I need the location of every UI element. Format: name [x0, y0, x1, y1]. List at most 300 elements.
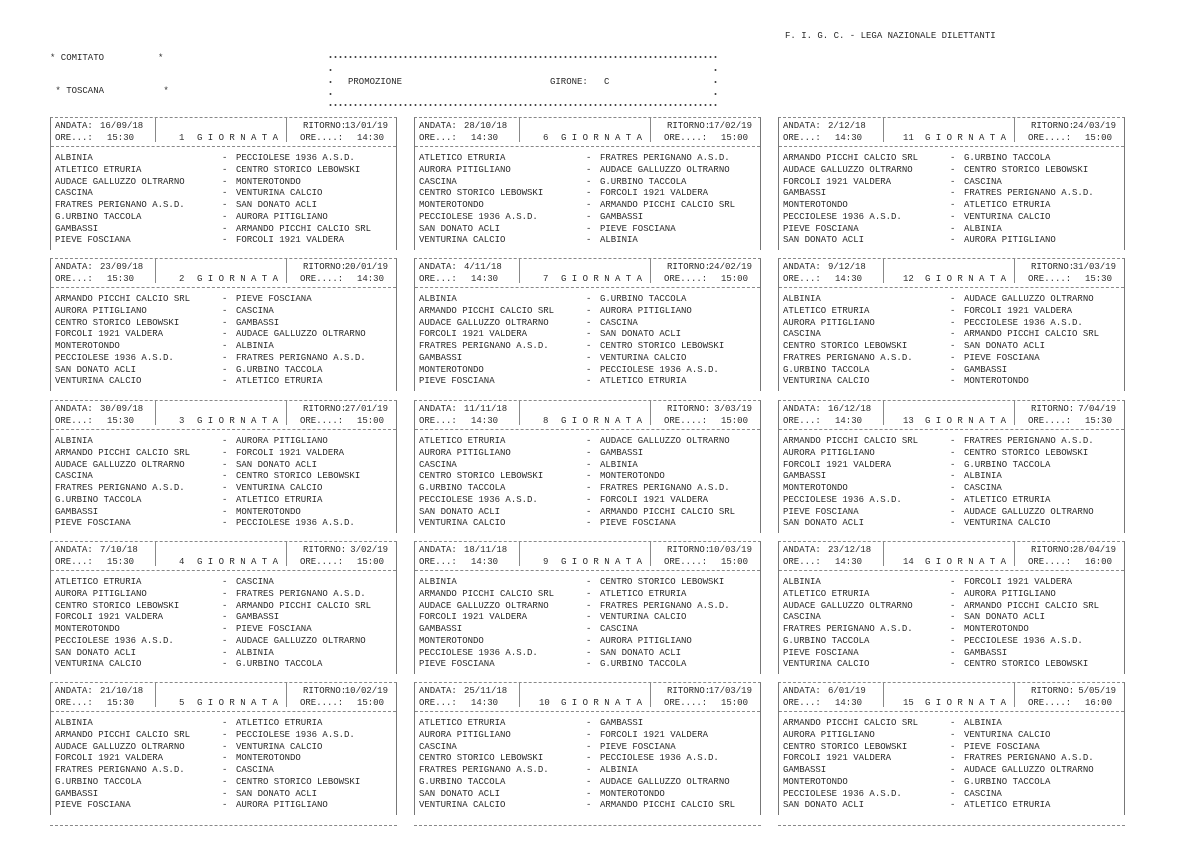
match-dash: - [586, 341, 592, 351]
away-team: ALBINIA [600, 765, 638, 775]
header-divider [883, 683, 884, 707]
header-divider [650, 542, 651, 566]
away-team: PIEVE FOSCIANA [236, 624, 312, 634]
andata-date: 23/12/18 [828, 545, 872, 555]
header-divider [286, 683, 287, 707]
away-team: G.URBINO TACCOLA [600, 294, 687, 304]
away-team: PIEVE FOSCIANA [600, 741, 676, 752]
match-dash: - [586, 753, 592, 764]
home-team: G.URBINO TACCOLA [783, 635, 870, 646]
header-separator [779, 711, 1124, 712]
match-row [783, 659, 1120, 671]
away-team: SAN DONATO ACLI [964, 612, 1046, 623]
home-team: AURORA PITIGLIANO [783, 317, 875, 328]
match-row [783, 177, 1120, 189]
match-row [419, 777, 756, 789]
match-dash: - [950, 459, 956, 470]
away-team: ARMANDO PICCHI CALCIO SRL [964, 329, 1100, 340]
match-row [419, 577, 756, 589]
giornata-number: 5 [179, 698, 185, 708]
ore-ritorno-value: 15:00 [1084, 133, 1112, 143]
away-team: MONTEROTONDO [964, 376, 1029, 387]
header-divider [286, 401, 287, 425]
match-dash: - [222, 776, 228, 787]
match-row [55, 365, 392, 377]
away-team: G.URBINO TACCOLA [236, 659, 323, 670]
away-team: FORCOLI 1921 VALDERA [600, 729, 709, 740]
match-dash: - [222, 588, 228, 599]
away-team: SAN DONATO ACLI [236, 459, 318, 470]
ore-ritorno-label: ORE....: [1028, 133, 1072, 143]
away-team: MONTEROTONDO [964, 624, 1029, 634]
home-team: ARMANDO PICCHI CALCIO SRL [419, 588, 555, 599]
match-row [55, 624, 392, 636]
home-team: PECCIOLESE 1936 A.S.D. [419, 494, 538, 505]
match-dash: - [586, 364, 592, 375]
home-team: FRATRES PERIGNANO A.S.D. [783, 352, 913, 363]
round-14 [778, 541, 1125, 674]
match-row [419, 753, 756, 765]
home-team: VENTURINA CALCIO [419, 518, 506, 529]
header-divider [650, 118, 651, 142]
home-team: VENTURINA CALCIO [419, 235, 506, 246]
match-dash: - [222, 729, 228, 740]
match-dash: - [586, 211, 592, 222]
round-times-line [419, 557, 756, 568]
ore-ritorno-value: 15:00 [720, 274, 748, 284]
round-times-line [419, 274, 756, 285]
match-row [55, 800, 392, 812]
ritorno-label: RITORNO: [667, 545, 711, 555]
home-team: MONTEROTONDO [55, 624, 120, 634]
match-dash: - [950, 294, 956, 304]
home-team: ATLETICO ETRURIA [419, 153, 506, 163]
home-team: AURORA PITIGLIANO [783, 729, 875, 740]
header-divider [286, 259, 287, 283]
ritorno-label: RITORNO: [667, 404, 711, 414]
away-team: VENTURINA CALCIO [236, 483, 323, 493]
match-row [419, 188, 756, 200]
match-row [55, 294, 392, 306]
andata-label: ANDATA: [55, 262, 93, 272]
home-team: AUDACE GALLUZZO OLTRARNO [55, 741, 185, 752]
match-dash: - [222, 753, 228, 764]
away-team: PECCIOLESE 1936 A.S.D. [600, 753, 719, 764]
away-team: GAMBASSI [236, 612, 280, 623]
match-row [419, 648, 756, 660]
ritorno-label: RITORNO: [303, 404, 347, 414]
giornata-number: 15 [903, 698, 914, 708]
andata-label: ANDATA: [55, 686, 93, 696]
away-team: FRATRES PERIGNANO A.S.D. [600, 153, 730, 163]
match-dash: - [950, 329, 956, 340]
round-10 [414, 682, 761, 815]
andata-label: ANDATA: [55, 545, 93, 555]
ore-ritorno-value: 15:30 [1084, 416, 1112, 426]
away-team: FRATRES PERIGNANO A.S.D. [964, 188, 1094, 199]
match-row [55, 200, 392, 212]
ore-andata-value: 15:30 [107, 133, 135, 143]
andata-date: 2/12/18 [828, 121, 866, 131]
away-team: PECCIOLESE 1936 A.S.D. [964, 635, 1083, 646]
home-team: PIEVE FOSCIANA [55, 800, 131, 811]
match-row [55, 483, 392, 495]
header-separator [415, 287, 760, 288]
header-separator [779, 429, 1124, 430]
away-team: G.URBINO TACCOLA [600, 659, 687, 670]
ritorno-date: 24/02/19 [708, 262, 752, 272]
match-row [419, 730, 756, 742]
home-team: G.URBINO TACCOLA [419, 776, 506, 787]
match-dash: - [586, 612, 592, 623]
match-row [419, 507, 756, 519]
match-dash: - [586, 776, 592, 787]
away-team: CENTRO STORICO LEBOWSKI [964, 164, 1089, 175]
match-row [55, 659, 392, 671]
home-team: MONTEROTONDO [55, 341, 120, 351]
away-team: GAMBASSI [600, 447, 644, 458]
away-team: FORCOLI 1921 VALDERA [600, 188, 709, 199]
round-dates-line [783, 262, 1120, 273]
round-dates-line [55, 545, 392, 556]
away-team: ARMANDO PICCHI CALCIO SRL [600, 800, 736, 811]
match-row [783, 612, 1120, 624]
match-row [55, 376, 392, 388]
giornata-number: 10 [539, 698, 550, 708]
away-team: AUDACE GALLUZZO OLTRARNO [964, 765, 1094, 775]
round-4 [50, 541, 397, 674]
match-row [55, 353, 392, 365]
ore-andata-label: ORE...: [55, 698, 93, 708]
away-team: FORCOLI 1921 VALDERA [964, 577, 1073, 587]
match-row [419, 318, 756, 330]
match-dash: - [950, 352, 956, 363]
home-team: ATLETICO ETRURIA [419, 436, 506, 446]
andata-label: ANDATA: [783, 545, 821, 555]
match-dash: - [222, 483, 228, 493]
giornata-number: 14 [903, 557, 914, 567]
away-team: MONTEROTONDO [236, 176, 301, 187]
match-row [419, 800, 756, 812]
away-team: FRATRES PERIGNANO A.S.D. [236, 588, 366, 599]
away-team: PECCIOLESE 1936 A.S.D. [236, 518, 355, 529]
match-dash: - [586, 436, 592, 446]
match-row [55, 436, 392, 448]
ore-andata-value: 15:30 [107, 557, 135, 567]
away-team: ALBINIA [964, 223, 1002, 234]
match-dash: - [586, 483, 592, 493]
match-row [783, 765, 1120, 777]
andata-label: ANDATA: [783, 121, 821, 131]
header-divider [650, 259, 651, 283]
match-row [419, 177, 756, 189]
column-bottom-border [50, 825, 397, 826]
match-dash: - [222, 718, 228, 728]
match-dash: - [586, 800, 592, 811]
match-row [783, 153, 1120, 165]
round-dates-line [419, 545, 756, 556]
andata-date: 21/10/18 [100, 686, 144, 696]
ritorno-label: RITORNO: [667, 121, 711, 131]
home-team: ARMANDO PICCHI CALCIO SRL [783, 153, 919, 163]
match-row [783, 601, 1120, 613]
home-team: GAMBASSI [783, 188, 827, 199]
ore-ritorno-label: ORE....: [1028, 416, 1072, 426]
away-team: PIEVE FOSCIANA [600, 223, 676, 234]
match-row [55, 448, 392, 460]
home-team: FORCOLI 1921 VALDERA [419, 612, 528, 623]
home-team: FORCOLI 1921 VALDERA [783, 176, 892, 187]
match-dash: - [586, 223, 592, 234]
ore-ritorno-label: ORE....: [664, 416, 708, 426]
home-team: ALBINIA [783, 294, 821, 304]
match-row [783, 483, 1120, 495]
andata-label: ANDATA: [419, 686, 457, 696]
home-team: PECCIOLESE 1936 A.S.D. [783, 211, 902, 222]
ore-ritorno-label: ORE....: [664, 557, 708, 567]
away-team: AURORA PITIGLIANO [600, 305, 692, 316]
andata-label: ANDATA: [783, 404, 821, 414]
away-team: CASCINA [964, 788, 1002, 799]
ore-ritorno-value: 15:00 [720, 698, 748, 708]
home-team: CENTRO STORICO LEBOWSKI [783, 341, 908, 351]
home-team: SAN DONATO ACLI [419, 788, 501, 799]
ore-andata-value: 14:30 [835, 274, 863, 284]
match-row [783, 165, 1120, 177]
home-team: AUDACE GALLUZZO OLTRARNO [419, 600, 549, 611]
ore-andata-label: ORE...: [783, 274, 821, 284]
round-11 [778, 117, 1125, 250]
ritorno-date: 7/04/19 [1078, 404, 1116, 414]
home-team: CENTRO STORICO LEBOWSKI [419, 188, 544, 199]
match-dash: - [586, 600, 592, 611]
giornata-label: G I O R N A T A [197, 557, 279, 567]
committee-header [50, 31, 169, 108]
match-row [55, 765, 392, 777]
match-dash: - [222, 188, 228, 199]
match-row [55, 507, 392, 519]
match-row [419, 624, 756, 636]
away-team: PECCIOLESE 1936 A.S.D. [600, 364, 719, 375]
away-team: CASCINA [964, 176, 1002, 187]
away-team: GAMBASSI [236, 317, 280, 328]
home-team: PECCIOLESE 1936 A.S.D. [55, 352, 174, 363]
andata-label: ANDATA: [783, 686, 821, 696]
match-row [419, 601, 756, 613]
home-team: FRATRES PERIGNANO A.S.D. [783, 624, 913, 634]
away-team: AUDACE GALLUZZO OLTRARNO [964, 506, 1094, 517]
home-team: CASCINA [55, 188, 93, 199]
round-5 [50, 682, 397, 815]
match-row [419, 376, 756, 388]
ritorno-date: 3/02/19 [350, 545, 388, 555]
home-team: CASCINA [783, 612, 821, 623]
header-divider [1014, 118, 1015, 142]
round-15 [778, 682, 1125, 815]
home-team: FRATRES PERIGNANO A.S.D. [419, 765, 549, 775]
away-team: ARMANDO PICCHI CALCIO SRL [600, 506, 736, 517]
away-team: CASCINA [236, 577, 274, 587]
away-team: SAN DONATO ACLI [600, 647, 682, 658]
round-times-line [783, 416, 1120, 427]
header-divider [883, 118, 884, 142]
ore-andata-value: 14:30 [471, 133, 499, 143]
match-dash: - [222, 635, 228, 646]
away-team: FORCOLI 1921 VALDERA [600, 494, 709, 505]
home-team: ARMANDO PICCHI CALCIO SRL [55, 294, 191, 304]
ritorno-date: 20/01/19 [344, 262, 388, 272]
home-team: PIEVE FOSCIANA [419, 376, 495, 387]
match-dash: - [586, 659, 592, 670]
home-team: GAMBASSI [783, 765, 827, 775]
home-team: PIEVE FOSCIANA [783, 647, 859, 658]
match-dash: - [586, 471, 592, 482]
match-dash: - [950, 659, 956, 670]
match-dash: - [586, 588, 592, 599]
away-team: ARMANDO PICCHI CALCIO SRL [964, 600, 1100, 611]
ore-andata-value: 14:30 [835, 557, 863, 567]
away-team: CASCINA [236, 765, 274, 775]
match-dash: - [950, 718, 956, 728]
round-dates-line [783, 686, 1120, 697]
home-team: GAMBASSI [55, 506, 99, 517]
match-row [55, 224, 392, 236]
home-team: G.URBINO TACCOLA [783, 364, 870, 375]
match-dash: - [222, 317, 228, 328]
home-team: MONTEROTONDO [783, 483, 848, 493]
match-dash: - [222, 200, 228, 210]
header-divider [883, 259, 884, 283]
away-team: VENTURINA CALCIO [236, 741, 323, 752]
match-row [55, 212, 392, 224]
match-row [783, 436, 1120, 448]
championship-title: PROMOZIONE [348, 77, 403, 87]
match-row [419, 341, 756, 353]
away-team: ARMANDO PICCHI CALCIO SRL [600, 200, 736, 210]
ore-andata-value: 14:30 [471, 416, 499, 426]
match-dash: - [950, 624, 956, 634]
match-dash: - [586, 624, 592, 634]
away-team: VENTURINA CALCIO [236, 188, 323, 199]
home-team: AURORA PITIGLIANO [783, 447, 875, 458]
andata-date: 28/10/18 [464, 121, 508, 131]
match-row [419, 436, 756, 448]
andata-date: 16/12/18 [828, 404, 872, 414]
banner-border-right [713, 64, 718, 98]
ore-andata-label: ORE...: [419, 133, 457, 143]
match-row [419, 765, 756, 777]
away-team: ATLETICO ETRURIA [964, 494, 1051, 505]
away-team: PECCIOLESE 1936 A.S.D. [964, 317, 1083, 328]
ore-andata-value: 14:30 [471, 274, 499, 284]
ritorno-label: RITORNO: [303, 262, 347, 272]
ore-ritorno-label: ORE....: [1028, 274, 1072, 284]
away-team: GAMBASSI [964, 364, 1008, 375]
andata-date: 16/09/18 [100, 121, 144, 131]
match-row [419, 153, 756, 165]
away-team: SAN DONATO ACLI [236, 200, 318, 210]
match-dash: - [222, 659, 228, 670]
ritorno-label: RITORNO: [667, 686, 711, 696]
match-dash: - [950, 364, 956, 375]
home-team: PECCIOLESE 1936 A.S.D. [419, 211, 538, 222]
home-team: ATLETICO ETRURIA [55, 164, 142, 175]
away-team: CENTRO STORICO LEBOWSKI [964, 447, 1089, 458]
away-team: FORCOLI 1921 VALDERA [964, 305, 1073, 316]
match-dash: - [222, 741, 228, 752]
ritorno-date: 13/01/19 [344, 121, 388, 131]
ore-ritorno-label: ORE....: [1028, 557, 1072, 567]
home-team: ATLETICO ETRURIA [783, 588, 870, 599]
ritorno-label: RITORNO: [1031, 545, 1075, 555]
header-divider [519, 118, 520, 142]
home-team: CENTRO STORICO LEBOWSKI [419, 753, 544, 764]
home-team: G.URBINO TACCOLA [55, 494, 142, 505]
round-3 [50, 400, 397, 533]
home-team: GAMBASSI [419, 624, 463, 634]
match-row [55, 165, 392, 177]
away-team: MONTEROTONDO [600, 788, 665, 799]
home-team: ALBINIA [55, 718, 93, 728]
match-dash: - [222, 211, 228, 222]
match-dash: - [222, 494, 228, 505]
away-team: VENTURINA CALCIO [964, 729, 1051, 740]
away-team: CASCINA [600, 624, 638, 634]
match-dash: - [586, 741, 592, 752]
match-dash: - [586, 459, 592, 470]
match-dash: - [586, 647, 592, 658]
match-dash: - [950, 635, 956, 646]
match-row [783, 329, 1120, 341]
ore-andata-label: ORE...: [783, 416, 821, 426]
match-row [783, 224, 1120, 236]
match-row [55, 753, 392, 765]
match-row [783, 353, 1120, 365]
match-row [419, 659, 756, 671]
header-divider [519, 542, 520, 566]
giornata-label: G I O R N A T A [197, 416, 279, 426]
ore-andata-value: 14:30 [835, 698, 863, 708]
away-team: ALBINIA [964, 718, 1002, 728]
ore-andata-value: 14:30 [835, 133, 863, 143]
match-row [419, 212, 756, 224]
home-team: FRATRES PERIGNANO A.S.D. [55, 765, 185, 775]
match-row [783, 648, 1120, 660]
away-team: FRATRES PERIGNANO A.S.D. [964, 753, 1094, 764]
match-row [783, 730, 1120, 742]
match-dash: - [950, 164, 956, 175]
away-team: CENTRO STORICO LEBOWSKI [600, 341, 725, 351]
ore-andata-value: 14:30 [835, 416, 863, 426]
giornata-number: 3 [179, 416, 185, 426]
round-times-line [419, 698, 756, 709]
ritorno-date: 24/03/19 [1072, 121, 1116, 131]
match-row [55, 730, 392, 742]
away-team: G.URBINO TACCOLA [600, 176, 687, 187]
ritorno-date: 17/03/19 [708, 686, 752, 696]
giornata-label: G I O R N A T A [925, 274, 1007, 284]
round-7 [414, 258, 761, 391]
match-row [419, 448, 756, 460]
away-team: G.URBINO TACCOLA [964, 776, 1051, 787]
away-team: ATLETICO ETRURIA [236, 718, 323, 728]
header-divider [1014, 542, 1015, 566]
column-bottom-border [414, 825, 761, 826]
home-team: MONTEROTONDO [783, 776, 848, 787]
match-row [783, 495, 1120, 507]
home-team: FORCOLI 1921 VALDERA [55, 753, 164, 764]
home-team: ALBINIA [783, 577, 821, 587]
